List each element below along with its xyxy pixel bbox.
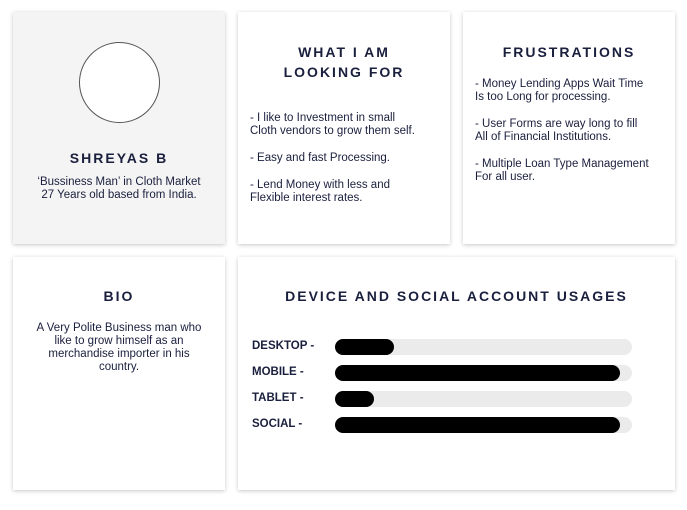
usage-fill — [335, 365, 620, 381]
list-item-line: Is too Long for processing. — [475, 91, 611, 103]
list-item-line: - User Forms are way long to fill — [475, 118, 638, 130]
list-item — [250, 179, 415, 205]
list-item-line: - Easy and fast Processing. — [250, 152, 390, 164]
usage-row-desktop — [252, 339, 652, 355]
list-item-line: - I like to Investment in small — [250, 112, 396, 124]
list-item-line: Flexible interest rates. — [250, 192, 363, 204]
profile-card — [13, 12, 225, 244]
bio-text-line: country. — [98, 361, 140, 373]
usage-row-social — [252, 417, 652, 433]
bio-text — [27, 322, 211, 374]
usage-label: SOCIAL - — [252, 418, 303, 430]
bio-text-line: like to grow himself as an — [54, 335, 184, 347]
persona-subtitle — [13, 176, 225, 202]
persona-name: SHREYAS B — [69, 150, 169, 166]
list-item-line: Cloth vendors to grow them self. — [250, 125, 415, 137]
list-item-line: - Lend Money with less and — [250, 179, 390, 191]
list-item-line: For all user. — [475, 171, 536, 183]
frustrations-list — [475, 78, 649, 198]
usage-row-tablet — [252, 391, 652, 407]
usage-card — [238, 257, 675, 490]
frustrations-title: FRUSTRATIONS — [502, 44, 636, 60]
list-item — [475, 78, 649, 104]
usage-track — [335, 417, 632, 433]
list-item — [250, 112, 415, 138]
usage-track — [335, 339, 632, 355]
usage-fill — [335, 417, 620, 433]
bio-text-line: merchandise importer in his — [48, 348, 190, 360]
usage-label: TABLET - — [252, 392, 304, 404]
list-item-line: All of Financial Institutions. — [475, 131, 612, 143]
looking-for-card — [238, 12, 450, 244]
looking-for-list — [250, 112, 415, 219]
usage-fill — [335, 339, 394, 355]
list-item — [475, 158, 649, 184]
avatar — [79, 42, 160, 123]
usage-label: DESKTOP - — [252, 340, 315, 352]
usage-title: DEVICE AND SOCIAL ACCOUNT USAGES — [285, 288, 628, 304]
frustrations-card — [463, 12, 675, 244]
list-item-line: - Multiple Loan Type Management — [475, 158, 649, 170]
usage-label: MOBILE - — [252, 366, 304, 378]
usage-row-mobile — [252, 365, 652, 381]
persona-subtitle-line: ‘Bussiness Man’ in Cloth Market — [37, 176, 201, 188]
bio-title: BIO — [103, 288, 135, 304]
bio-text-line: A Very Polite Business man who — [36, 322, 202, 334]
looking-for-title-line: WHAT I AM — [298, 44, 390, 60]
list-item — [475, 118, 649, 144]
looking-for-title-line: LOOKING FOR — [283, 64, 405, 80]
persona-subtitle-line: 27 Years old based from India. — [41, 189, 197, 201]
bio-card — [13, 257, 225, 490]
list-item — [250, 152, 415, 165]
usage-fill — [335, 391, 374, 407]
looking-for-title — [238, 42, 450, 82]
list-item-line: - Money Lending Apps Wait Time — [475, 78, 644, 90]
usage-track — [335, 365, 632, 381]
usage-track — [335, 391, 632, 407]
